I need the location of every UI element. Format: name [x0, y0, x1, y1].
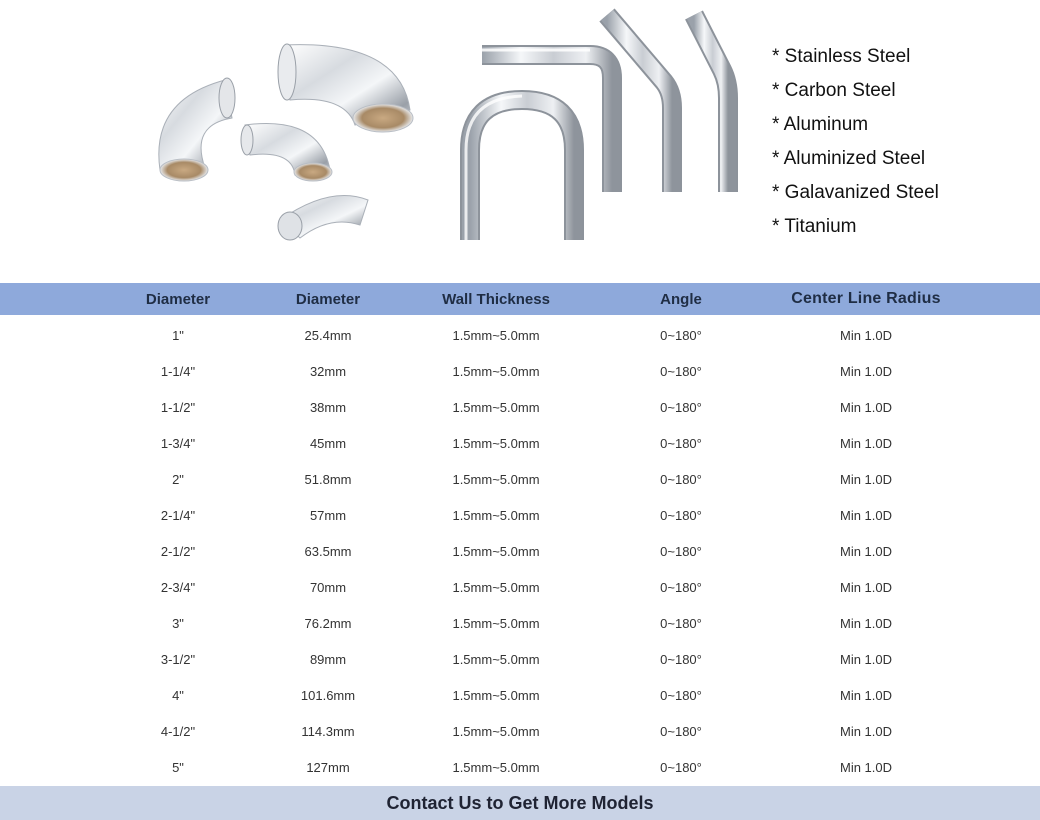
cell-angle: 0~180°: [660, 687, 702, 703]
cell-diameter-inch: 3": [172, 615, 184, 631]
material-item: * Galavanized Steel: [772, 182, 939, 203]
header-center-line-radius: Center Line Radius: [791, 290, 941, 307]
cell-angle: 0~180°: [660, 759, 702, 775]
cell-diameter-mm: 25.4mm: [304, 327, 352, 343]
cell-wall-thickness: 1.5mm~5.0mm: [452, 579, 540, 595]
table-row: [0, 605, 1040, 641]
cell-center-line-radius: Min 1.0D: [839, 471, 893, 487]
spec-table: [0, 283, 1040, 785]
table-row: [0, 461, 1040, 497]
cell-wall-thickness: 1.5mm~5.0mm: [452, 363, 540, 379]
cell-center-line-radius: Min 1.0D: [839, 723, 893, 739]
cell-wall-thickness: 1.5mm~5.0mm: [452, 471, 540, 487]
cell-wall-thickness: 1.5mm~5.0mm: [452, 615, 540, 631]
cell-diameter-mm: 57mm: [309, 507, 347, 523]
bent-tubes-image: [466, 15, 728, 240]
cell-diameter-mm: 89mm: [309, 651, 347, 667]
table-row: [0, 641, 1040, 677]
table-body: [0, 315, 1040, 785]
cell-center-line-radius: Min 1.0D: [839, 435, 893, 451]
cell-diameter-mm: 51.8mm: [304, 471, 352, 487]
cell-angle: 0~180°: [660, 471, 702, 487]
cell-diameter-inch: 2-3/4": [160, 579, 196, 595]
table-row: [0, 677, 1040, 713]
table-header: [0, 283, 1040, 315]
material-item: * Aluminum: [772, 114, 869, 135]
cell-center-line-radius: Min 1.0D: [839, 363, 893, 379]
cell-diameter-inch: 4-1/2": [160, 723, 196, 739]
cell-diameter-inch: 2": [172, 471, 184, 487]
cell-wall-thickness: 1.5mm~5.0mm: [452, 759, 540, 775]
cell-diameter-mm: 70mm: [309, 579, 347, 595]
table-row: [0, 533, 1040, 569]
cell-diameter-mm: 63.5mm: [304, 543, 352, 559]
cell-wall-thickness: 1.5mm~5.0mm: [452, 723, 540, 739]
cell-wall-thickness: 1.5mm~5.0mm: [452, 435, 540, 451]
cell-angle: 0~180°: [660, 327, 702, 343]
cell-center-line-radius: Min 1.0D: [839, 759, 893, 775]
cell-angle: 0~180°: [660, 435, 702, 451]
contact-banner[interactable]: [0, 786, 1040, 820]
cell-diameter-mm: 45mm: [309, 435, 347, 451]
table-row: [0, 317, 1040, 353]
cell-center-line-radius: Min 1.0D: [839, 615, 893, 631]
table-row: [0, 497, 1040, 533]
cell-center-line-radius: Min 1.0D: [839, 507, 893, 523]
header-angle: Angle: [660, 290, 702, 308]
table-row: [0, 569, 1040, 605]
material-item: * Titanium: [772, 216, 857, 237]
cell-angle: 0~180°: [660, 723, 702, 739]
cell-angle: 0~180°: [660, 651, 702, 667]
header-wall-thickness: Wall Thickness: [442, 290, 550, 308]
material-item: * Stainless Steel: [772, 46, 911, 67]
cell-center-line-radius: Min 1.0D: [839, 651, 893, 667]
cell-center-line-radius: Min 1.0D: [839, 543, 893, 559]
table-row: [0, 389, 1040, 425]
cell-diameter-inch: 5": [172, 759, 184, 775]
cell-angle: 0~180°: [660, 615, 702, 631]
cell-diameter-inch: 1": [172, 327, 184, 343]
material-item: * Aluminized Steel: [772, 148, 926, 169]
material-list: [772, 42, 939, 246]
cell-diameter-inch: 1-1/2": [160, 399, 196, 415]
table-row: [0, 713, 1040, 749]
cell-wall-thickness: 1.5mm~5.0mm: [452, 327, 540, 343]
table-row: [0, 353, 1040, 389]
header-diameter-mm: Diameter: [295, 290, 361, 308]
material-item: * Carbon Steel: [772, 80, 896, 101]
cell-diameter-inch: 3-1/2": [160, 651, 196, 667]
cell-angle: 0~180°: [660, 399, 702, 415]
cell-diameter-mm: 101.6mm: [300, 687, 356, 703]
cell-angle: 0~180°: [660, 507, 702, 523]
cell-angle: 0~180°: [660, 363, 702, 379]
cell-diameter-inch: 2-1/4": [160, 507, 196, 523]
cell-diameter-inch: 2-1/2": [160, 543, 196, 559]
cell-center-line-radius: Min 1.0D: [839, 579, 893, 595]
cell-diameter-mm: 114.3mm: [301, 723, 355, 739]
cell-wall-thickness: 1.5mm~5.0mm: [452, 651, 540, 667]
cell-diameter-inch: 1-3/4": [160, 435, 196, 451]
cell-diameter-mm: 76.2mm: [304, 615, 352, 631]
table-row: [0, 425, 1040, 461]
cell-angle: 0~180°: [660, 543, 702, 559]
cell-diameter-inch: 4": [172, 687, 184, 703]
cell-center-line-radius: Min 1.0D: [839, 399, 893, 415]
cell-wall-thickness: 1.5mm~5.0mm: [452, 543, 540, 559]
cell-diameter-mm: 38mm: [309, 399, 347, 415]
cell-center-line-radius: Min 1.0D: [839, 687, 893, 703]
contact-banner-label[interactable]: Contact Us to Get More Models: [386, 792, 654, 813]
cell-diameter-inch: 1-1/4": [160, 363, 196, 379]
product-images: [0, 0, 760, 280]
table-row: [0, 749, 1040, 785]
cell-diameter-mm: 127mm: [306, 759, 350, 775]
product-hero: [0, 0, 1040, 280]
header-diameter-inch: Diameter: [145, 290, 211, 308]
pipe-elbows-image: [159, 44, 413, 240]
cell-wall-thickness: 1.5mm~5.0mm: [452, 687, 540, 703]
cell-wall-thickness: 1.5mm~5.0mm: [452, 507, 540, 523]
cell-angle: 0~180°: [660, 579, 702, 595]
cell-diameter-mm: 32mm: [309, 363, 347, 379]
cell-wall-thickness: 1.5mm~5.0mm: [452, 399, 540, 415]
cell-center-line-radius: Min 1.0D: [839, 327, 893, 343]
